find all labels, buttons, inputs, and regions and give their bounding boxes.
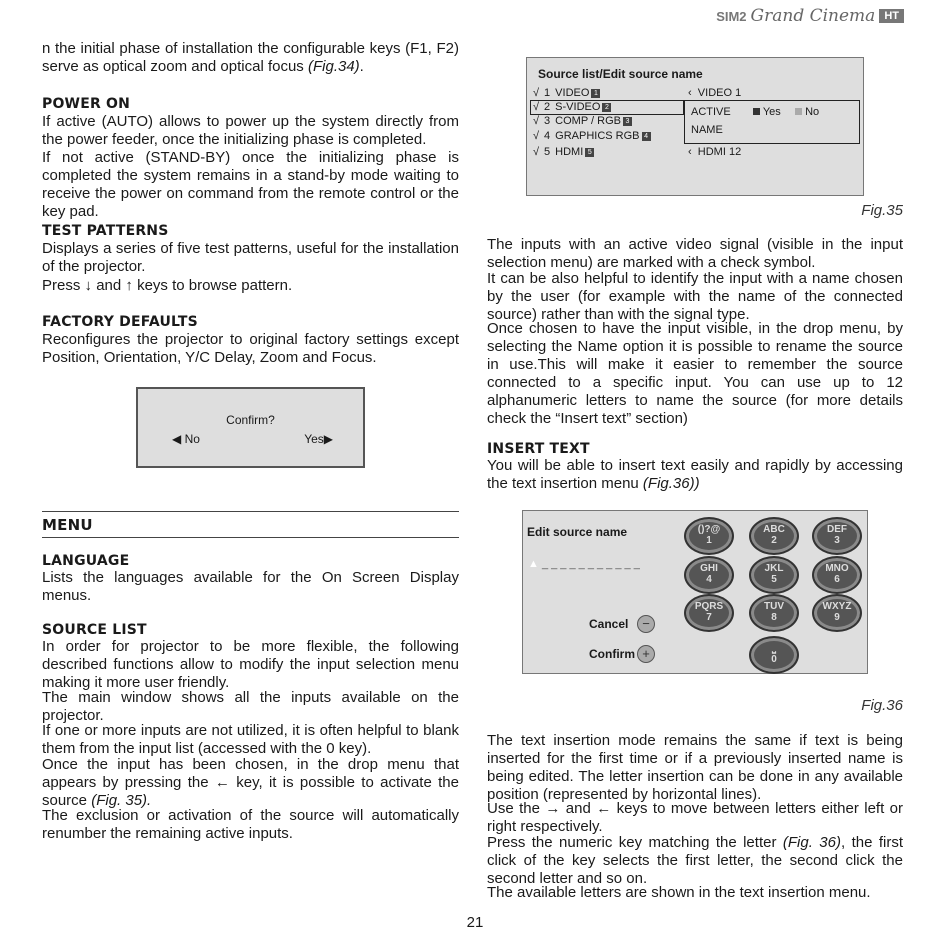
keypad-key-4[interactable] — [684, 556, 734, 594]
intro-paragraph: n the initial phase of installation the configurable keys (F1, F2) serve as optical zoom and optical focus (Fig.34). — [42, 40, 459, 75]
arrow-left-icon: ← — [596, 800, 612, 817]
key-number: 5 — [771, 574, 777, 585]
active-yes-option[interactable]: Yes — [753, 106, 781, 118]
key-letters: ABC — [763, 524, 785, 535]
confirm-yes-option[interactable]: Yes▶ — [304, 432, 333, 446]
arrow-right-icon: → — [545, 800, 561, 817]
triangle-left-icon: ◀ — [172, 432, 182, 446]
brand-ht: HT — [879, 9, 904, 23]
key-letters: ()?@ — [697, 524, 721, 535]
key-number: 7 — [706, 612, 712, 623]
right-p5: Use the → and ← keys to move between letters either left or right respectively. — [487, 800, 904, 835]
right-p4: The text insertion mode remains the same if text is being inserted for the first time or if a previously inserted name is being edited. The letter insertion can be done in any available position (represented by horizontal lines). — [487, 732, 903, 803]
minus-button[interactable]: − — [637, 615, 655, 633]
key-letters: DEF — [827, 524, 847, 535]
key-number: 2 — [771, 535, 777, 546]
source-list-p3: If one or more inputs are not utilized, it is often helpful to blank them from the input list (accessed with the 0 key). — [42, 722, 459, 757]
insert-text-heading: INSERT TEXT — [487, 441, 590, 457]
key-number: 0 — [771, 654, 777, 665]
key-letters: TUV — [764, 601, 784, 612]
checkbox-empty-icon — [795, 108, 802, 115]
insert-text-p1: You will be able to insert text easily and rapidly by accessing the text insertion menu (Fig.36)) — [487, 457, 903, 492]
source-list-row[interactable] — [533, 115, 632, 128]
menu-top-rule — [42, 511, 459, 512]
page-number: 21 — [466, 914, 484, 931]
source-list-p1: In order for projector to be more flexible, the following described functions allow to modify the input selection menu making it more user friendly. — [42, 638, 459, 691]
source-name-bottom: ‹ HDMI 12 — [688, 146, 742, 158]
factory-defaults-p1: Reconfigures the projector to original factory settings except Position, Orientation, Y/C Delay, Zoom and Focus. — [42, 331, 459, 366]
row-name: HDMI — [555, 146, 584, 158]
arrow-up-icon: ↑ — [125, 277, 133, 294]
keypad-key-7[interactable] — [684, 594, 734, 632]
source-list-title: Source list/Edit source name — [538, 67, 703, 81]
key-letters: WXYZ — [822, 601, 852, 612]
right-p7: The available letters are shown in the text insertion menu. — [487, 884, 871, 901]
row-number: 4 — [544, 130, 551, 142]
cancel-label: Cancel — [589, 617, 629, 631]
triangle-right-icon: ▶ — [323, 432, 333, 446]
input-badge: 5 — [585, 148, 594, 157]
power-on-p1: If active (AUTO) allows to power up the system directly from the power feeder, once the initializing phase is completed. — [42, 113, 459, 148]
source-list-row[interactable] — [533, 146, 594, 159]
row-number: 5 — [544, 146, 551, 158]
confirm-question: Confirm? — [226, 413, 275, 427]
right-p3: Once chosen to have the input visible, in the drop menu, by selecting the Name option it is possible to rename the source in use.This will make it easier to remember the source connected to a specific input. You can use up to 12 alphanumeric letters to name the source (for more details check the “Insert text” section) — [487, 320, 903, 427]
key-letters: MNO — [825, 563, 849, 574]
keypad-key-0[interactable] — [749, 636, 799, 674]
source-list-p5: The exclusion or activation of the source will automatically renumber the remaining active inputs. — [42, 807, 459, 842]
fig36-caption: Fig.36 — [861, 697, 903, 714]
key-letters: PQRS — [694, 601, 724, 612]
check-icon: √ — [533, 130, 540, 142]
checkbox-filled-icon — [753, 108, 760, 115]
text-insertion-field[interactable]: ▲ _ _ _ _ _ _ _ _ _ _ _ — [528, 558, 640, 570]
chevron-left-icon: ‹ — [688, 146, 692, 158]
power-on-heading: POWER ON — [42, 96, 131, 112]
chevron-left-icon: ‹ — [688, 87, 692, 99]
test-patterns-p1: Displays a series of five test patterns, useful for the installation of the projector. — [42, 240, 459, 275]
row-number: 3 — [544, 115, 551, 127]
keypad-key-1[interactable] — [684, 517, 734, 555]
key-letters: JKL — [764, 563, 784, 574]
fig35-caption: Fig.35 — [861, 202, 903, 219]
source-list-p4: Once the input has been chosen, in the drop menu that appears by pressing the ← key, it is possible to activate the source (Fig. 35). — [42, 756, 459, 809]
arrow-left-icon: ← — [214, 774, 230, 791]
name-label[interactable]: NAME — [691, 124, 723, 136]
row-number: 1 — [544, 87, 551, 99]
row-name: S-VIDEO — [555, 101, 601, 113]
input-badge: 2 — [602, 103, 611, 112]
right-p2: It can be also helpful to identify the input with a name chosen by the user (for example with the name of the connected source) rather than with the signal type. — [487, 270, 903, 323]
key-number: 9 — [834, 612, 840, 623]
row-name: VIDEO — [555, 87, 590, 99]
language-heading: LANGUAGE — [42, 553, 130, 569]
key-number: 8 — [771, 612, 777, 623]
power-on-p2: If not active (STAND-BY) once the initializing phase is completed the system remains in a stand-by mode waiting to receive the power on command from the remote control or the key pad. — [42, 149, 459, 220]
key-letters: GHI — [700, 563, 718, 574]
active-label: ACTIVE — [691, 106, 731, 118]
source-list-p2: The main window shows all the inputs available on the projector. — [42, 689, 459, 724]
right-p1: The inputs with an active video signal (visible in the input selection menu) are marked with a check symbol. — [487, 236, 903, 271]
arrow-down-icon: ↓ — [84, 277, 93, 294]
input-badge: 4 — [642, 132, 651, 141]
row-name: COMP / RGB — [555, 115, 621, 127]
active-no-option[interactable]: No — [795, 106, 819, 118]
key-number: 4 — [706, 574, 712, 585]
menu-bottom-rule — [42, 537, 459, 538]
right-p6: Press the numeric key matching the letter (Fig. 36), the first click of the key selects the first letter, the second click the second letter and so on. — [487, 834, 903, 887]
dropdown-menu[interactable] — [684, 100, 860, 144]
row-number: 2 — [544, 101, 551, 113]
input-badge: 1 — [591, 89, 600, 98]
key-number: 1 — [706, 535, 712, 546]
check-icon: √ — [533, 101, 540, 113]
menu-heading: MENU — [42, 516, 93, 534]
source-name-top: ‹ VIDEO 1 — [688, 87, 742, 99]
plus-button[interactable]: + — [637, 645, 655, 663]
keypad-key-9[interactable] — [812, 594, 862, 632]
confirm-dialog — [136, 387, 365, 468]
key-number: 6 — [834, 574, 840, 585]
caret-up-icon: ▲ — [528, 558, 539, 570]
test-patterns-heading: TEST PATTERNS — [42, 223, 169, 239]
test-patterns-p2: Press ↓ and ↑ keys to browse pattern. — [42, 277, 293, 294]
check-icon: √ — [533, 115, 540, 127]
input-badge: 3 — [623, 117, 632, 126]
key-letters: ⎵ — [772, 643, 776, 654]
source-list-row[interactable] — [533, 87, 600, 100]
keypad-key-2[interactable] — [749, 517, 799, 555]
keypad-key-6[interactable] — [812, 556, 862, 594]
selected-row-highlight — [530, 100, 684, 115]
source-list-heading: SOURCE LIST — [42, 622, 147, 638]
brand-grand-cinema: Grand Cinema — [750, 6, 876, 26]
key-number: 3 — [834, 535, 840, 546]
source-list-row[interactable] — [533, 130, 651, 143]
keypad-key-8[interactable] — [749, 594, 799, 632]
language-p1: Lists the languages available for the On Screen Display menus. — [42, 569, 459, 604]
row-name: GRAPHICS RGB — [555, 130, 640, 142]
confirm-no-option[interactable]: ◀ No — [172, 432, 200, 446]
brand-logo — [716, 6, 904, 26]
check-icon: √ — [533, 87, 540, 99]
keypad-key-5[interactable] — [749, 556, 799, 594]
keypad-key-3[interactable] — [812, 517, 862, 555]
edit-source-name-title: Edit source name — [527, 525, 628, 539]
brand-sim: SIM2 — [716, 8, 747, 24]
check-icon: √ — [533, 146, 540, 158]
factory-defaults-heading: FACTORY DEFAULTS — [42, 314, 198, 330]
confirm-label: Confirm — [589, 647, 635, 661]
